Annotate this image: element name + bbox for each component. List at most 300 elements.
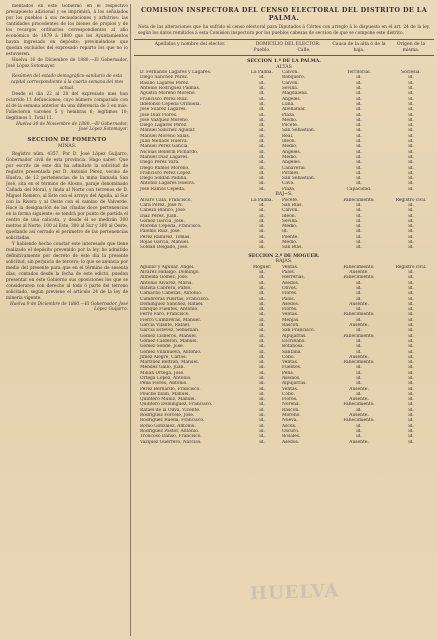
elector-name: Aguilar y Aguilar, Angel. [140,264,195,270]
elector-causa: Fallecimiento. [343,197,375,203]
elector-name: Manuel Moreno Salas. [140,133,191,139]
notice-intro: Nota de las alteraciones que ha sufrido el censo electoral para Diputados á Córtes con arreglo á lo dispuesto en el art. 24 de la ley, según los datos remitidos á esta Comision inspectora por los pueblos cabezas de seccion de que se compone este distrito. [138,25,430,36]
elector-causa: Ausente. [349,270,369,276]
elector-calle: Palos. [282,296,296,302]
left-paragraph-signature: Huelva 16 de Diciembre de 1880.—El Gobernador, José López Sotomayor. [6,58,128,69]
section-subheading: BAJ~S. [275,192,293,198]
elector-name: Dominguez Sanchez, Rafael. [140,301,204,307]
elector-name: Soldan Delgado, José. [140,245,189,251]
elector-causa: id. [356,107,362,113]
elector-causa: id. [356,229,362,235]
elector-name: José Vazquez Moreno. [140,117,189,123]
elector-pueblo: id. [259,86,265,92]
elector-calle: Asedos. [282,301,300,307]
elector-pueblo: id. [259,186,265,192]
elector-causa: id. [356,144,362,150]
elector-origen: id. [408,434,414,440]
elector-origen: id. [408,234,414,240]
elector-calle: Cava. [282,181,295,187]
elector-origen: id. [408,107,414,113]
elector-origen: id. [408,181,414,187]
table-row [134,245,434,250]
elector-calle: Cobo. [282,391,295,397]
elector-origen: id. [408,224,414,230]
elector-origen: Registro civil. [395,264,427,270]
elector-origen: id. [408,317,414,323]
left-paragraph-top: mentados en este Gobierno en el respectivo presupuesto adicional y se imprimirá, á los señalados por los pueblos á sus recaudaciones y arbitrios: las cantidades procedentes de los bienes de propios y de los recargos ordinarios correspondientes al año económico de 1879 á 1880 que los Ayuntamientos hayan ingresado en depósito; previniéndose que quedan excluidos del expresado reparto los que no lo estuvieren. [6,4,128,57]
elector-origen: id. [408,365,414,371]
elector-pueblo: id. [259,407,265,413]
elector-pueblo: id. [259,80,265,86]
elector-causa: Fallecimiento. [343,360,375,366]
elector-pueblo: id. [259,270,265,276]
elector-pueblo: id. [259,328,265,334]
elector-pueblo: id. [259,344,265,350]
elector-calle: Pocete. [282,197,299,203]
elector-pueblo: id. [259,229,265,235]
elector-calle: Escribano. [282,338,306,344]
elector-pueblo: La Palma. [251,197,273,203]
elector-name: Cumbreras Puertas, Francisco. [140,296,210,302]
elector-causa: id. [356,376,362,381]
elector-causa: id. [356,234,362,240]
elector-name: Palomo Ruiz, José. [140,229,181,235]
elector-causa: id. [356,208,362,214]
elector-name: Romo Gonzalez, Antonio. [140,423,196,429]
elector-pueblo: id. [259,296,265,302]
elector-pueblo: id. [259,354,265,360]
elector-pueblo: id. [259,333,265,339]
elector-calle: Angeles. [282,160,302,166]
elector-origen: id. [408,117,414,123]
elector-calle: Abenamar. [282,107,306,113]
elector-causa: id. [356,285,362,291]
elector-origen: id. [408,344,414,350]
elector-pueblo: id. [259,133,265,139]
elector-name: José Ramos Cepeda. [140,186,186,192]
elector-name: Enrique Fuentes, Antonio. [140,307,199,313]
elector-causa: Fallecimiento. [343,264,375,270]
elector-pueblo: id. [259,338,265,344]
elector-calle: Palos. [282,270,296,276]
elector-calle: Banquero. [282,75,305,81]
elector-name: Rafael de la Oliva, Vicente. [140,407,201,413]
elector-calle: Magdalena. [282,91,309,97]
elector-origen: id. [408,165,414,171]
elector-pueblo: id. [259,91,265,97]
elector-pueblo: id. [259,224,265,230]
elector-name: Alvarez Hidalgo, Domingo. [140,270,200,276]
column-divider [130,4,131,636]
elector-name: Alvaro Cala, Francisco. [140,197,192,203]
elector-calle: Herrerías. [282,275,305,281]
elector-origen: id. [408,296,414,302]
elector-name: Gomez Garcia, José. [140,218,185,224]
elector-calle: Fuentes. [282,365,302,371]
elector-pueblo: id. [259,365,265,371]
elector-calle: Sevilla. [282,218,299,224]
elector-causa: Ausente. [349,413,369,419]
elector-causa: id. [356,428,362,434]
elector-pueblo: id. [259,123,265,129]
elector-origen: id. [408,397,414,403]
elector-pueblo: id. [259,176,265,182]
elector-calle: Flores. [282,307,298,313]
header-domicilio: DOMICILIO DEL ELECTOR. [255,42,321,48]
elector-name: Diego Soldan Padilla. [140,176,188,182]
elector-causa: id. [356,160,362,166]
elector-calle: Asedos. [282,439,300,445]
elector-calle: Asedios. [282,376,301,381]
elector-origen: id. [408,176,414,182]
elector-pueblo: La Palma. [251,70,273,76]
elector-causa: Territorial. [346,70,372,76]
elector-origen: id. [408,381,414,387]
header-causa: Causa de la alta ó de la baja. [332,42,386,53]
elector-causa: Fallecimiento. [343,333,375,339]
elector-causa: id. [356,112,362,118]
elector-origen: id. [408,428,414,434]
elector-name: Moreno Cepeda, Francisco. [140,224,202,230]
elector-causa: Ausente. [349,354,369,360]
elector-calle: Poente. [282,234,299,240]
elector-pueblo: id. [259,349,265,355]
elector-name: Antonio Alvarez, María. [140,280,193,286]
header-calle: Calle. [297,47,311,53]
elector-causa: id. [356,344,362,350]
elector-pueblo: id. [259,170,265,176]
elector-table-body [134,59,434,445]
elector-origen: id. [408,208,414,214]
elector-pueblo: id. [259,317,265,323]
table-header [134,39,434,56]
elector-name: Perez Ramirez, Tomás. [140,234,191,240]
elector-causa: id. [356,154,362,160]
elector-origen: id. [408,275,414,281]
elector-origen: id. [408,391,414,397]
elector-origen: id. [408,280,414,286]
elector-name: Peña Flores, Antonio. [140,381,188,387]
elector-calle: Cañaveral. [282,165,307,171]
watermark-stamp: HUELVA [249,580,340,605]
elector-origen: id. [408,423,414,429]
elector-name: Manuel Sanchez Aguilar. [140,128,196,134]
elector-name: Quintero Muñiz, Manuel. [140,397,196,403]
elector-calle: San Sebastian. [282,176,316,182]
elector-calle: Oscuro. [282,428,300,434]
elector-causa: id. [356,149,362,155]
elector-causa: id. [356,91,362,97]
elector-origen: id. [408,418,414,424]
elector-causa: id. [356,139,362,145]
elector-causa: id. [356,176,362,182]
elector-pueblo: id. [259,117,265,123]
elector-pueblo: id. [259,75,265,81]
elector-origen: Soclesia. [401,70,421,76]
elector-calle: Porales. [282,170,300,176]
elector-name: Camacho Cabezas, Antonio. [140,291,203,297]
section-subheading: BAJAS. [275,259,293,265]
elector-causa: id. [356,434,362,440]
elector-origen: id. [408,170,414,176]
elector-pueblo: id. [259,165,265,171]
elector-calle: Pena. [282,370,295,376]
elector-pueblo: id. [259,128,265,134]
elector-name: Jimez Alegre, Carlos. [140,354,187,360]
elector-origen: id. [408,328,414,334]
header-name: Apellidos y nombre del elector. [154,42,226,48]
elector-causa: id. [356,239,362,245]
elector-pueblo: id. [259,439,265,445]
elector-name: Perez Bernardo, Francisco. [140,386,201,392]
elector-name: José Diaz Flores. [140,112,178,118]
elector-origen: id. [408,128,414,134]
elector-pueblo: id. [259,218,265,224]
elector-calle: Olivos. [282,285,298,291]
elector-name: Agustin Moreno Moreno. [140,91,196,97]
elector-causa: id. [356,75,362,81]
elector-origen: id. [408,149,414,155]
elector-calle: Medio. [282,144,298,150]
elector-causa: id. [356,370,362,376]
elector-origen: id. [408,370,414,376]
elector-pueblo: id. [259,413,265,419]
notice-title: COMISION INSPECTORA DEL CENSO ELECTORAL DEL DISTRITO DE LA PALMA. [140,6,428,22]
elector-calle: Medio. [282,117,298,123]
elector-calle: Calvon. [282,208,299,214]
elector-causa: Fallecimiento. [343,275,375,281]
elector-causa: id. [356,123,362,129]
elector-origen: id. [408,96,414,102]
elector-calle: San Blas. [282,202,303,208]
elector-calle: Ventas. [282,360,299,366]
elector-origen: id. [408,360,414,366]
elector-origen: id. [408,349,414,355]
section-subheading: ALTAS [276,64,292,70]
elector-pueblo: id. [259,160,265,166]
elector-pueblo: id. [259,418,265,424]
mining-registry-body: Registro núm. 4357. Por D. José López Guijarro, Gobernador civil de esta provincia. Hago saber: Que por escrito de este día ha admitido la solicitud de registro presentada por D. Antonio Pérez, vecino de Huelva, de 12 pertenencias de la mina llamada San José, sita en el término de Alosno, paraje denominado Cañada del Moral, y linda al Norte con terrenos de D. Miguel Romero, al Este con el arroyo del Aguila, al Sur con la Rivera y al Oeste con el camino de Valverde. Hace la designación de las citadas doce pertenencias en la forma siguiente: se tendrá por punto de partida el centro de una calicata, y desde él se medirán 300 metros al Norte, 100 al Este, 300 al Sur y 300 al Oeste, quedando así cerrado el perímetro de las pertenencias solicitadas. [6,152,128,241]
elector-causa: id. [356,245,362,251]
elector-calle: Ventas. [282,264,299,270]
elector-pueblo: id. [259,181,265,187]
elector-name: Millán Ortega, José. [140,370,185,376]
elector-origen: Registro civil. [395,197,427,203]
elector-causa: id. [356,349,362,355]
elector-origen: id. [408,245,414,251]
elector-name: Diaz Pérez, Juan. [140,213,178,219]
elector-origen: id. [408,301,414,307]
elector-calle: Norena. [282,402,301,408]
elector-origen: id. [408,154,414,160]
elector-causa: Capacidad. [346,186,372,192]
elector-name: Ildefonso Cepeda Orihuela. [140,101,201,107]
elector-name: Rodriguez Rueda, Francisco. [140,418,205,424]
elector-calle: Medio. [282,154,298,160]
elector-pueblo: id. [259,386,265,392]
elector-calle: Calvon. [282,70,299,76]
elector-name: Gomez Villanueva, Antonio. [140,349,202,355]
elector-pueblo: id. [259,208,265,214]
elector-origen: id. [408,312,414,318]
elector-calle: Id. [282,229,288,235]
elector-name: Martinez Beltrán, Manuel. [140,360,200,366]
elector-name: D. Fernando Lagares y Lagares. [140,70,212,76]
elector-origen: id. [408,80,414,86]
section-heading: SECCION 2.ª DE MOGUER. [248,253,320,259]
elector-origen: id. [408,101,414,107]
elector-calle: Angeles. [282,149,302,155]
elector-name: Manuel Díaz Lagares. [140,154,189,160]
elector-origen: id. [408,75,414,81]
elector-causa: id. [356,307,362,313]
elector-calle: Botanosa. [282,344,304,350]
elector-name: Gomez Sonde, José. [140,344,184,350]
elector-origen: id. [408,202,414,208]
elector-causa: id. [356,86,362,92]
elector-pueblo: id. [259,149,265,155]
elector-pueblo: id. [259,96,265,102]
elector-origen: id. [408,323,414,329]
elector-causa: id. [356,202,362,208]
elector-origen: id. [408,291,414,297]
header-domicilio-group [246,42,330,53]
elector-pueblo: id. [259,312,265,318]
elector-name: Gomez Cisneros, Manuel. [140,333,198,339]
elector-pueblo: id. [259,376,265,381]
elector-causa: id. [356,407,362,413]
elector-pueblo: id. [259,154,265,160]
elector-pueblo: id. [259,423,265,429]
elector-origen: id. [408,354,414,360]
elector-causa: Fallecimiento. [343,418,375,424]
elector-origen: id. [408,402,414,408]
elector-pueblo: id. [259,144,265,150]
elector-name: Pouche Illadi, Manuel. [140,391,190,397]
demographic-summary-title: Resúmen del estado demográfico-sanitario de esta capital correspondiente á la cuarta semana del mes actual. [10,74,124,91]
mining-registry-body-2: Y habiendo hecho constar este interesado que tiene realizado el depósito prevenido por la ley, he admitido definitivamente por decreto de este día la presente solicitud, sin perjuicio de tercero; lo que se anuncia por medio del presente para que en el término de sesenta días, contados desde la fecha de este edicto, puedan presentar en este Gobierno sus oposiciones los que se consideraren con derecho al todo ó parte del terreno solicitado, según previene el artículo 24 de la ley de minería vigente. [6,242,128,301]
elector-origen: id. [408,112,414,118]
elector-name: Vazquez Guerrero, Narciso. [140,439,202,445]
elector-causa: id. [356,128,362,134]
elector-name: Mendez Gallo, Juan. [140,365,185,371]
elector-calle: Medio. [282,224,298,230]
elector-pueblo: id. [259,391,265,397]
elector-name: Batista Cabrera, Pablo. [140,285,192,291]
demographic-summary-body: Desde el día 22 al 28 del expresado mes han ocurrido 11 defunciones; cuyo número comparado con el de la semana anterior da una diferencia de 3 en más. Fallecieron varones 5 y hembras 6; legítimos 10; ilegítimos 1. Total 11. [6,92,128,121]
elector-calle: Flores. [282,397,298,403]
elector-name: Nicolás Bellerin Pichardo. [140,149,199,155]
elector-origen: id. [408,86,414,92]
elector-origen: id. [408,333,414,339]
left-column [6,4,128,636]
elector-name: Francisco Perez Ruiz. [140,96,189,102]
elector-pueblo: id. [259,381,265,387]
elector-origen: id. [408,439,414,445]
elector-origen: id. [408,285,414,291]
elector-causa: id. [356,317,362,323]
elector-origen: id. [408,386,414,392]
elector-causa: id. [356,280,362,286]
elector-calle: Pocete. [282,123,299,129]
elector-calle: Ideon. [282,139,297,145]
elector-causa: id. [356,101,362,107]
elector-causa: id. [356,133,362,139]
elector-name: Antonio Lagares Huelva. [140,181,196,187]
elector-causa: Ausente. [349,386,369,392]
elector-causa: id. [356,224,362,230]
elector-origen: id. [408,407,414,413]
elector-calle: Ventas. [282,386,299,392]
elector-calle: Luna. [282,101,295,107]
elector-pueblo: id. [259,107,265,113]
elector-causa: id. [356,391,362,397]
elector-name: Diego Sanchez Perez. [140,75,189,81]
elector-name: Ferro Faro, Francisco. [140,312,190,318]
elector-origen: id. [408,229,414,235]
minas-subtitle: MINAS. [57,144,77,149]
elector-origen: id. [408,91,414,97]
elector-calle: Angeles. [282,96,302,102]
elector-name: José Suarez Lagares. [140,107,187,113]
elector-pueblo: id. [259,234,265,240]
fomento-section-title: SECCION DE FOMENTO [27,137,107,143]
elector-pueblo: id. [259,397,265,403]
elector-pueblo: id. [259,428,265,434]
elector-causa: id. [356,170,362,176]
section-heading: SECCION 1.ª DE LA PALMA. [247,59,321,64]
elector-origen: id. [408,139,414,145]
elector-calle: Plaza. [282,112,296,118]
elector-pueblo: id. [259,291,265,297]
elector-calle: Medio. [282,239,298,245]
elector-origen: id. [408,413,414,419]
elector-name: Troncoso Danso, Francisco. [140,434,202,440]
elector-calle: Rascon. [282,407,300,413]
elector-origen: id. [408,338,414,344]
elector-pueblo: id. [259,323,265,329]
elector-causa: id. [356,381,362,387]
elector-calle: Menjas. [282,317,300,323]
elector-pueblo: id. [259,370,265,376]
mining-registry-signature: Huelva 9 de Diciembre de 1880.—El Gobernador, José López Guijarro. [9,302,128,312]
elector-pueblo: id. [259,213,265,219]
elector-pueblo: id. [259,239,265,245]
elector-calle: Alpujarras. [282,333,307,339]
elector-calle: San Sebastian. [282,128,316,134]
elector-name: Garcia Estévez, Sebastian. [140,328,200,334]
elector-name: Garcia Vilante, Rafael. [140,323,191,329]
elector-name: Gomez Caldéron, Manuel. [140,338,198,344]
header-pueblo: Pueblo. [253,47,271,53]
elector-causa: Ausente. [349,439,369,445]
elector-causa: Ausente. [349,323,369,329]
elector-calle: Santana. [282,349,302,355]
elector-name: Rodriguez Pastor, Antonio. [140,428,200,434]
elector-name: Basilio Lagares Pérez. [140,80,190,86]
elector-origen: id. [408,123,414,129]
elector-origen: id. [408,133,414,139]
elector-name: Rojas Garcia, Manuel. [140,239,190,245]
elector-origen: id. [408,160,414,166]
elector-pueblo: id. [259,280,265,286]
elector-name: Francisco Pérez Lopez. [140,170,192,176]
elector-calle: Plaza. [282,186,296,192]
elector-calle: Moreno. [282,413,301,419]
elector-origen: id. [408,239,414,245]
elector-pueblo: id. [259,139,265,145]
elector-causa: id. [356,338,362,344]
